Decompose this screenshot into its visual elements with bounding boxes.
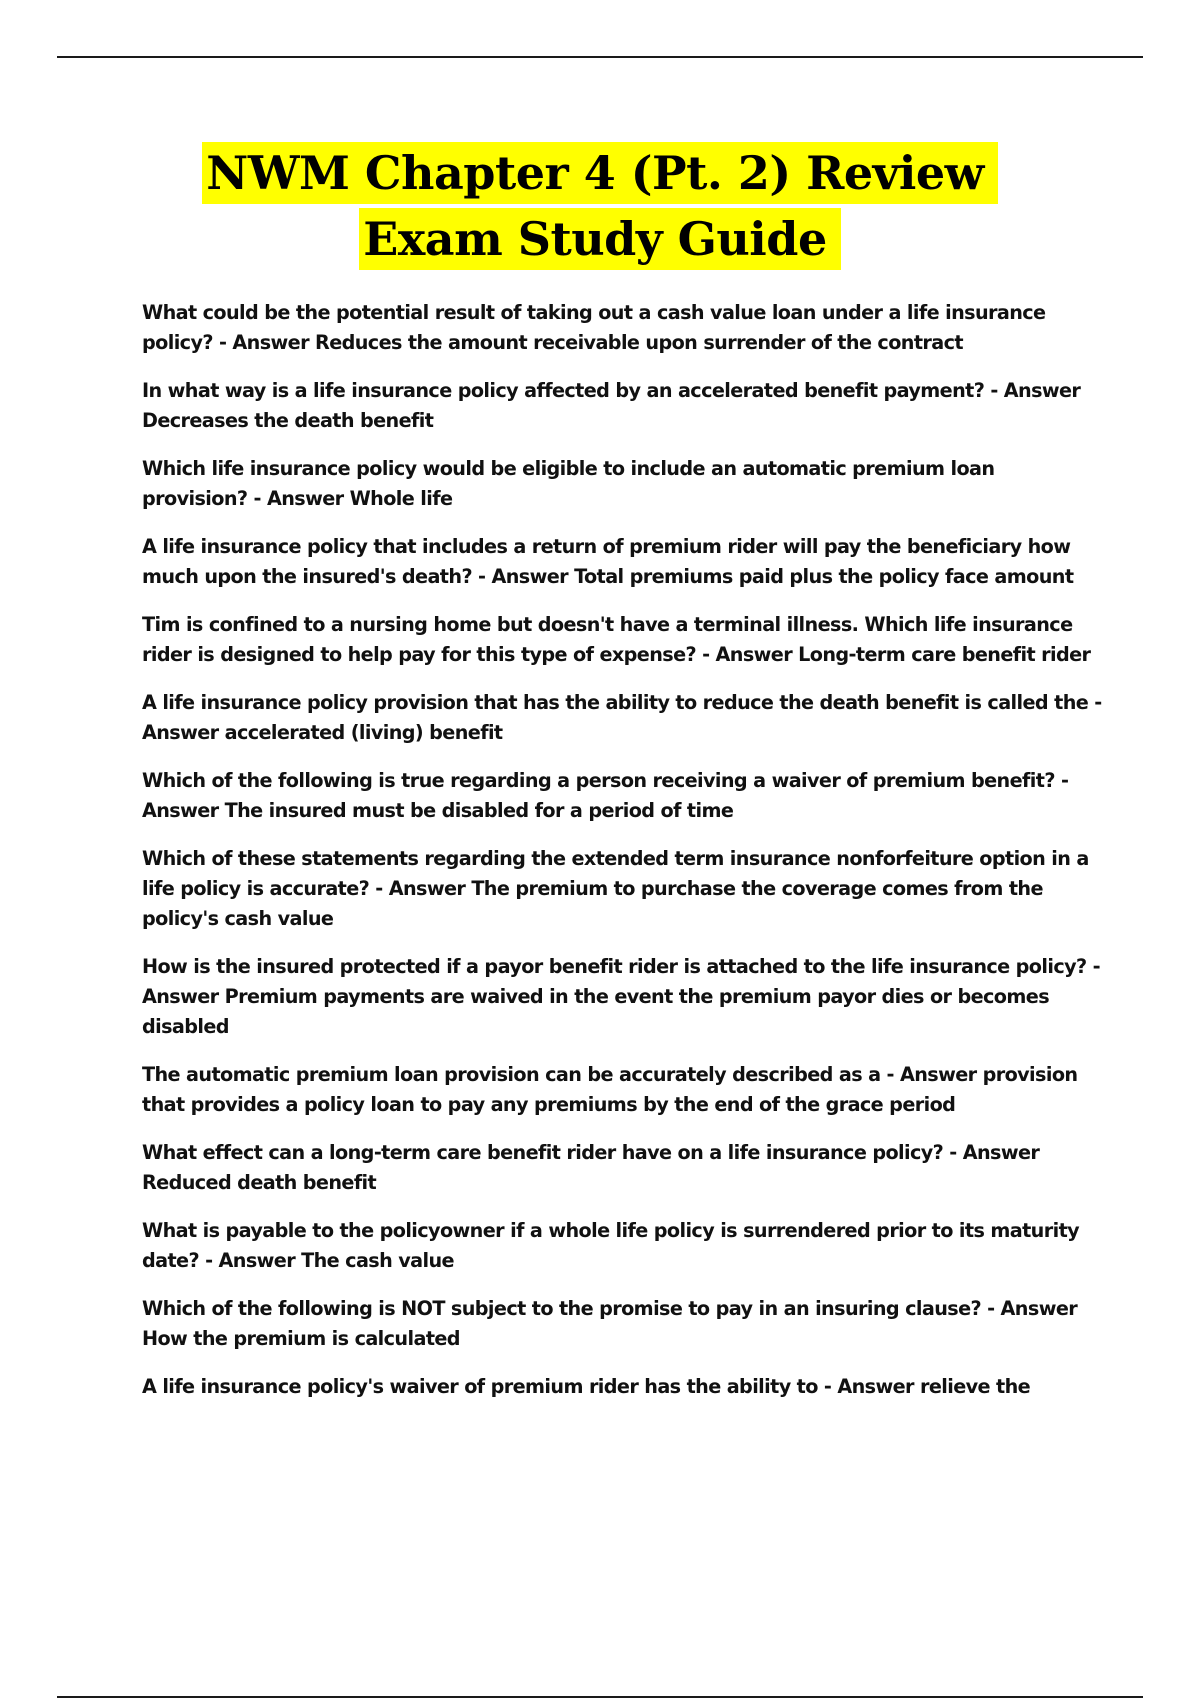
question-answer-list — [142, 298, 1102, 1420]
title-line-1: NWM Chapter 4 (Pt. 2) Review — [202, 142, 997, 204]
qa-item: A life insurance policy provision that has the ability to reduce the death benefit is called the - Answer accelerated (living) benefit — [142, 691, 1102, 744]
title-line-2: Exam Study Guide — [359, 208, 840, 270]
page-title — [0, 142, 1200, 270]
qa-item: Which of the following is true regarding a person receiving a waiver of premium benefit? - Answer The insured must be disabled for a period of time — [142, 769, 1069, 822]
qa-item: What could be the potential result of taking out a cash value loan under a life insurance policy? - Answer Reduces the amount receivable upon surrender of the contract — [142, 301, 1046, 354]
qa-item: How is the insured protected if a payor benefit rider is attached to the life insurance policy? - Answer Premium payments are waived in the event the premium payor dies or becomes disabled — [142, 955, 1100, 1038]
qa-item: Tim is confined to a nursing home but doesn't have a terminal illness. Which life insurance rider is designed to help pay for this type of expense? - Answer Long-term care benefit rider — [142, 613, 1091, 666]
qa-item: The automatic premium loan provision can be accurately described as a - Answer provision that provides a policy loan to pay any premiums by the end of the grace period — [142, 1063, 1078, 1116]
qa-item: Which of the following is NOT subject to the promise to pay in an insuring clause? - Answer How the premium is calculated — [142, 1297, 1078, 1350]
qa-item: A life insurance policy's waiver of premium rider has the ability to - Answer relieve the — [142, 1375, 1031, 1398]
qa-item: In what way is a life insurance policy affected by an accelerated benefit payment? - Answer Decreases the death benefit — [142, 379, 1081, 432]
qa-item: A life insurance policy that includes a return of premium rider will pay the beneficiary how much upon the insured's death? - Answer Total premiums paid plus the policy face amount — [142, 535, 1074, 588]
bottom-divider — [57, 1696, 1143, 1698]
top-divider — [57, 56, 1143, 58]
qa-item: Which of these statements regarding the extended term insurance nonforfeiture option in a life policy is accurate? - Answer The premium to purchase the coverage comes from the policy's cash value — [142, 847, 1089, 930]
qa-item: What is payable to the policyowner if a whole life policy is surrendered prior to its maturity date? - Answer The cash value — [142, 1219, 1080, 1272]
qa-item: Which life insurance policy would be eligible to include an automatic premium loan provision? - Answer Whole life — [142, 457, 995, 510]
qa-item: What effect can a long-term care benefit rider have on a life insurance policy? - Answer Reduced death benefit — [142, 1141, 1040, 1194]
